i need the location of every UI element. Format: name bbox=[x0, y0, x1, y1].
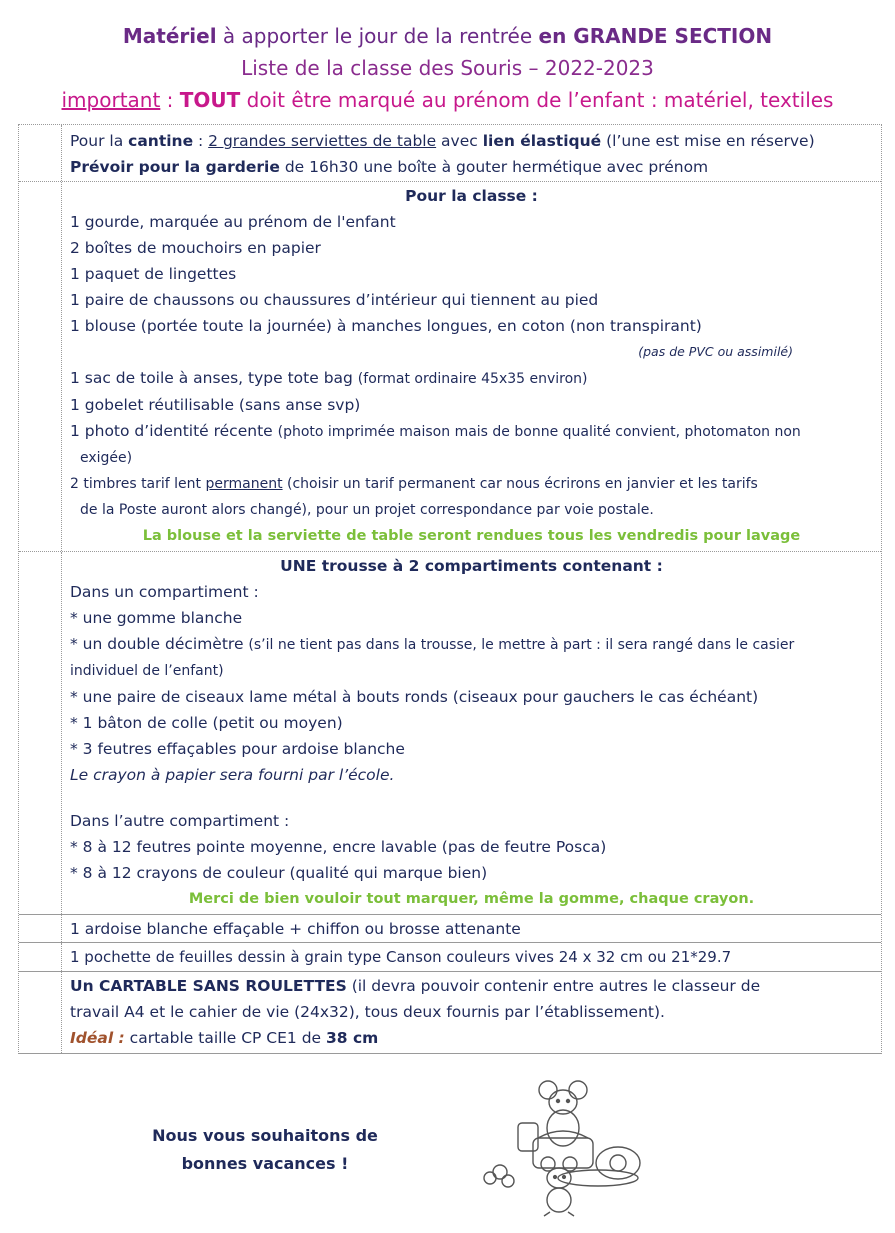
title-line-3: important : TOUT doit être marqué au prénom de l’enfant : matériel, textiles bbox=[61, 88, 834, 112]
title-line-2: Liste de la classe des Souris – 2022-2023 bbox=[241, 56, 654, 80]
list-item: 1 gobelet réutilisable (sans anse svp) bbox=[70, 396, 361, 414]
row-classe: Pour la classe : 1 gourde, marquée au prénom de l'enfant 2 boîtes de mouchoirs en papier 1 paquet de lingettes 1 paire de chaussons ou chaussures d’intérieur qui tiennent au pied 1 blouse (portée toute la journée) à manches longues, en coton (non transpirant) (pas de PVC ou assimilé) 1 sac de toile à anses, type tote bag (format ordinaire 45x35 environ) 1 gobelet réutilisable (sans anse svp) 1 photo d’identité récente (photo imprimée maison mais de bonne qualité convient, photomaton non exigée) 2 timbres tarif lent permanent (choisir un tarif permanent car nous écrirons en janvier et les tarifs de la Poste auront alors changé), pour un projet correspondance par voie postale. La blouse et la serviette de table seront rendues tous les vendredis pour lavage bbox=[19, 182, 881, 552]
cantine-line: Pour la cantine : 2 grandes serviettes de table avec lien élastiqué (l’une est mise en réserve) bbox=[70, 132, 815, 150]
garderie-line: Prévoir pour la garderie de 16h30 une boîte à gouter hermétique avec prénom bbox=[70, 158, 709, 176]
list-item: * une gomme blanche bbox=[70, 609, 243, 627]
row-cartable: Un CARTABLE SANS ROULETTES (il devra pouvoir contenir entre autres le classeur de travail A4 et le cahier de vie (24x32), tous deux fournis par l’établissement). Idéal : cartable taille CP CE1 de 38 cm bbox=[19, 972, 881, 1053]
classe-title: Pour la classe : bbox=[405, 187, 538, 205]
list-item: 1 sac de toile à anses, type tote bag (format ordinaire 45x35 environ) bbox=[70, 369, 588, 387]
blouse-note: La blouse et la serviette de table seront rendues tous les vendredis pour lavage bbox=[142, 528, 801, 544]
list-item: * 1 bâton de colle (petit ou moyen) bbox=[70, 714, 343, 732]
tout-label: TOUT bbox=[179, 88, 241, 112]
list-item: 2 boîtes de mouchoirs en papier bbox=[70, 239, 321, 257]
row-ardoise: 1 ardoise blanche effaçable + chiffon ou brosse attenante bbox=[19, 915, 881, 943]
supplies-table bbox=[18, 124, 882, 1054]
list-item: * une paire de ciseaux lame métal à bouts ronds (ciseaux pour gauchers le cas échéant) bbox=[70, 688, 759, 706]
title-grande-section: en GRANDE SECTION bbox=[538, 24, 773, 48]
row-cantine bbox=[19, 125, 881, 182]
list-item: 1 paquet de lingettes bbox=[70, 265, 237, 283]
list-item: * 8 à 12 crayons de couleur (qualité qui marque bien) bbox=[70, 864, 488, 882]
important-label: important bbox=[61, 88, 161, 112]
title-line-1 bbox=[0, 24, 895, 48]
list-item: * un double décimètre (s’il ne tient pas dans la trousse, le mettre à part : il sera rangé dans le casier bbox=[70, 635, 795, 653]
row-trousse: UNE trousse à 2 compartiments contenant : Dans un compartiment : * une gomme blanche * un double décimètre (s’il ne tient pas dans la trousse, le mettre à part : il sera rangé dans le casier individuel de l’enfant) * une paire de ciseaux lame métal à bouts ronds (ciseaux pour gauchers le cas échéant) * 1 bâton de colle (petit ou moyen) * 3 feutres effaçables pour ardoise blanche Le crayon à papier sera fourni par l’école. Dans l’autre compartiment : * 8 à 12 feutres pointe moyenne, encre lavable (pas de feutre Posca) * 8 à 12 crayons de couleur (qualité qui marque bien) Merci de bien vouloir tout marquer, même la gomme, chaque crayon. bbox=[19, 552, 881, 915]
marquer-note: Merci de bien vouloir tout marquer, même la gomme, chaque crayon. bbox=[188, 891, 755, 907]
list-item: 1 gourde, marquée au prénom de l'enfant bbox=[70, 213, 396, 231]
list-item: * 3 feutres effaçables pour ardoise blanche bbox=[70, 740, 405, 758]
crayon-note: Le crayon à papier sera fourni par l’école. bbox=[70, 766, 395, 784]
list-item: 2 timbres tarif lent permanent (choisir un tarif permanent car nous écrirons en janvier et les tarifs bbox=[70, 476, 758, 492]
list-item: 1 blouse (portée toute la journée) à manches longues, en coton (non transpirant) bbox=[70, 317, 702, 335]
pvc-note: (pas de PVC ou assimilé) bbox=[638, 344, 793, 359]
title-materiel: Matériel bbox=[122, 24, 217, 48]
list-item: * 8 à 12 feutres pointe moyenne, encre lavable (pas de feutre Posca) bbox=[70, 838, 607, 856]
title-middle: à apporter le jour de la rentrée bbox=[216, 24, 539, 48]
trousse-title: UNE trousse à 2 compartiments contenant : bbox=[280, 557, 663, 575]
list-item: 1 paire de chaussons ou chaussures d’intérieur qui tiennent au pied bbox=[70, 291, 599, 309]
mice-illustration bbox=[478, 1068, 658, 1218]
list-item: 1 photo d’identité récente (photo imprimée maison mais de bonne qualité convient, photomaton non bbox=[70, 422, 801, 440]
row-pochette: 1 pochette de feuilles dessin à grain type Canson couleurs vives 24 x 32 cm ou 21*29.7 bbox=[19, 943, 881, 972]
footer-message: Nous vous souhaitons de bonnes vacances ! bbox=[152, 1126, 378, 1173]
